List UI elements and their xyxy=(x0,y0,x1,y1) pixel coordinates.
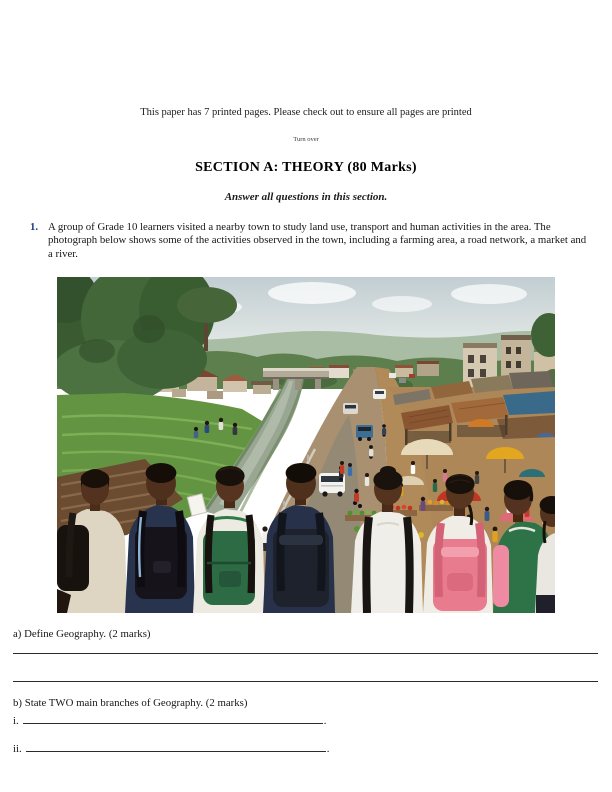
part-a-label: a) Define Geography. (2 marks) xyxy=(13,628,151,640)
question-1-text: A group of Grade 10 learners visited a nearby town to study land use, transport and human activities in the area. The photograph below shows some of the activities observed in the town, including a farming area, a road network, a market and a river. xyxy=(48,221,587,260)
town-scene-illustration xyxy=(57,277,555,613)
answer-item-ii xyxy=(13,740,329,755)
item-i-label: i. xyxy=(13,715,19,727)
answer-blank-i xyxy=(23,712,323,724)
item-ii-label: ii. xyxy=(13,743,22,755)
answer-blank-ii xyxy=(26,740,326,752)
answer-line-2 xyxy=(13,681,598,682)
section-title: SECTION A: THEORY (80 Marks) xyxy=(195,160,417,175)
item-ii-suffix: . xyxy=(326,743,330,755)
answer-item-i xyxy=(13,712,326,727)
item-i-suffix: . xyxy=(323,715,327,727)
question-1-photo xyxy=(57,277,555,613)
question-1-number: 1. xyxy=(30,221,39,233)
answer-line-1 xyxy=(13,653,598,654)
printed-pages-notice: This paper has 7 printed pages. Please check out to ensure all pages are printed xyxy=(140,107,472,118)
part-b-label: b) State TWO main branches of Geography. (2 marks) xyxy=(13,697,248,709)
turn-over-note: Turn over xyxy=(293,136,319,143)
section-instruction: Answer all questions in this section. xyxy=(224,191,388,203)
question-1 xyxy=(30,221,588,261)
